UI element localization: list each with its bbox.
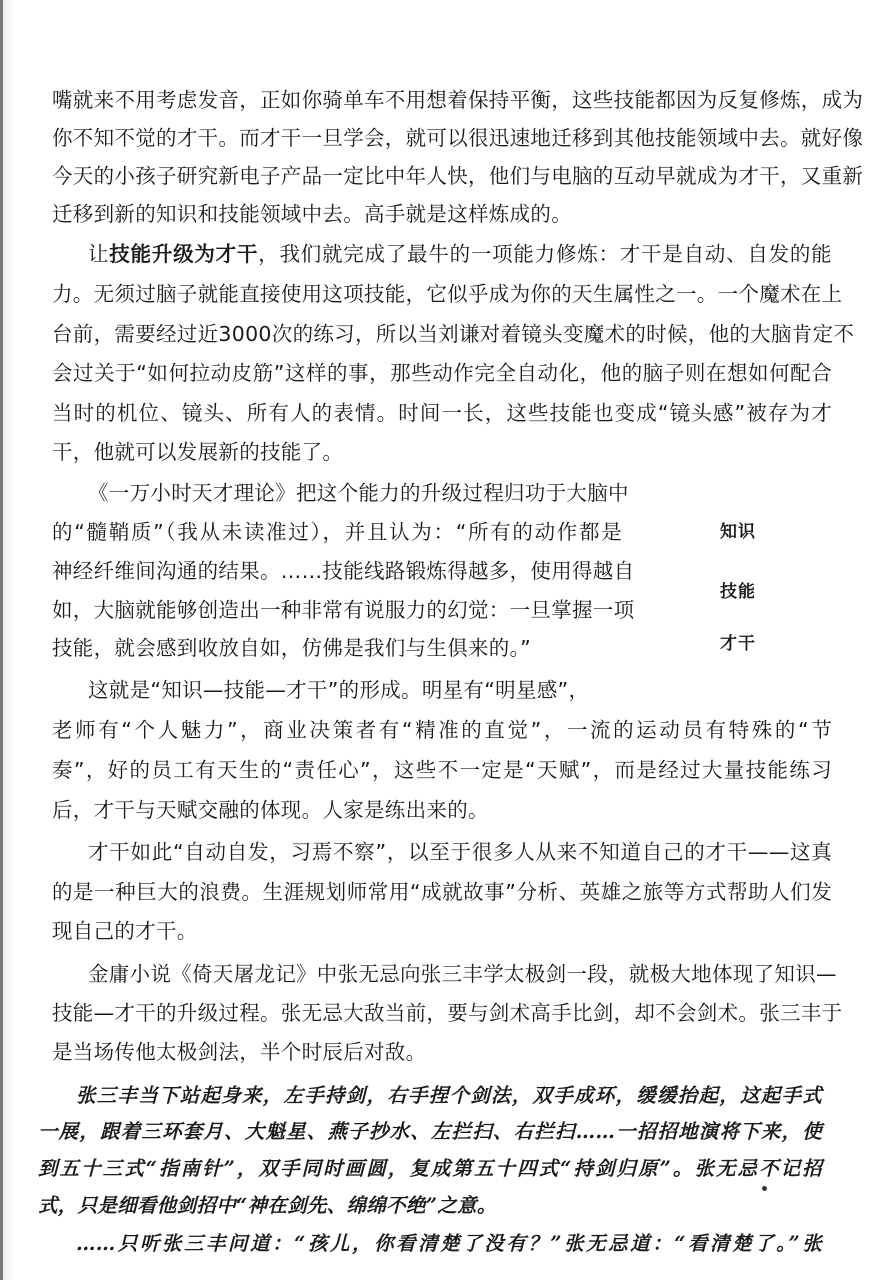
body-text-line: 的是一种巨大的浪费。生涯规划师常用“成就故事”分析、英雄之旅等方式帮助人们发 xyxy=(52,880,832,904)
body-text-line xyxy=(88,240,832,268)
body-text-line: 力。无须过脑子就能直接使用这项技能，它似乎成为你的天生属性之一。一个魔术在上 xyxy=(52,282,843,306)
side-label-knowledge: 知识 xyxy=(720,522,756,542)
body-text-line: 金庸小说《倚天屠龙记》中张无忌向张三丰学太极剑一段，就极大地体现了知识— xyxy=(88,962,837,986)
body-text-line: 是当场传他太极剑法，半个时辰后对敌。 xyxy=(52,1040,427,1064)
body-text-line: 现自己的才干。 xyxy=(52,919,198,943)
body-text-line: 才干如此“自动自发，习焉不察”，以至于很多人从来不知道自己的才干——这真 xyxy=(88,840,832,864)
body-text-line: 会过关于“如何拉动皮筋”这样的事，那些动作完全自动化，他的脑子则在想如何配合 xyxy=(52,361,832,385)
body-text-line: 迁移到新的知识和技能领域中去。高手就是这样炼成的。 xyxy=(52,202,572,226)
body-text-line: 《一万小时天才理论》把这个能力的升级过程归功于大脑中 xyxy=(88,481,629,505)
page-edge xyxy=(0,0,3,1280)
body-text-line: 当时的机位、镜头、所有人的表情。时间一长，这些技能也变成“镜头感”被存为才 xyxy=(52,401,832,425)
body-text-line: 今天的小孩子研究新电子产品一定比中年人快，他们与电脑的互动早就成为才干，又重新 xyxy=(52,164,864,188)
body-text-line: 技能—才干的升级过程。张无忌大敌当前，要与剑术高手比剑，却不会剑术。张三丰于 xyxy=(52,1001,843,1025)
body-text-line: 嘴就来不用考虑发音，正如你骑单车不用想着保持平衡，这些技能都因为反复修炼，成为 xyxy=(52,88,864,112)
side-label-talent: 才干 xyxy=(720,634,756,654)
body-text-line: 干，他就可以发展新的技能了。 xyxy=(52,440,344,464)
body-text-line: 神经纤维间沟通的结果。……技能线路锻炼得越多，使用得越自 xyxy=(52,559,635,583)
body-text-line: 技能，就会感到收放自如，仿佛是我们与生俱来的。” xyxy=(52,636,532,660)
quote-text-line: 式，只是细看他剑招中“神在剑先、绵绵不绝”之意。 xyxy=(38,1194,497,1217)
text-run: 让 xyxy=(88,242,110,266)
quote-text-line: ……只听张三丰问道：“孩儿，你看清楚了没有？”张无忌道：“看清楚了。”张 xyxy=(76,1232,822,1255)
body-text-line: 的“髓鞘质”（我从未读准过），并且认为：“所有的动作都是 xyxy=(52,520,622,544)
body-text-line: 老师有“个人魅力”，商业决策者有“精准的直觉”，一流的运动员有特殊的“节 xyxy=(52,718,832,742)
quote-text-line: 到五十三式“指南针”，双手同时画圆，复成第五十四式“持剑归原”。张无忌不记招 xyxy=(38,1157,822,1180)
body-text-line: 后，才干与天赋交融的体现。人家是练出来的。 xyxy=(52,798,489,822)
body-text-line: 你不知不觉的才干。而才干一旦学会，就可以很迅速地迁移到其他技能领域中去。就好像 xyxy=(52,126,864,150)
body-text-line: 这就是“知识—技能—才干”的形成。明星有“明星感”， xyxy=(88,678,590,702)
body-text-line: 奏”，好的员工有天生的“责任心”，这些不一定是“天赋”，而是经过大量技能练习 xyxy=(52,758,832,782)
body-text-line: 台前，需要经过近3000次的练习，所以当刘谦对着镜头变魔术的时候，他的大脑肯定不 xyxy=(52,322,855,346)
text-run: ，我们就完成了最牛的一项能力修炼：才干是自动、自发的能 xyxy=(258,242,832,266)
ink-speck xyxy=(762,1186,767,1191)
quote-text-line: 一展，跟着三环套月、大魁星、燕子抄水、左拦扫、右拦扫……一招招地演将下来，使 xyxy=(38,1120,822,1143)
side-label-skill: 技能 xyxy=(720,582,756,602)
body-text-line: 如，大脑就能够创造出一种非常有说服力的幻觉：一旦掌握一项 xyxy=(52,598,635,622)
emphasis-text: 技能升级为才干 xyxy=(109,242,259,266)
quote-text-line: 张三丰当下站起身来，左手持剑，右手捏个剑法，双手成环，缓缓抬起，这起手式 xyxy=(76,1084,822,1107)
